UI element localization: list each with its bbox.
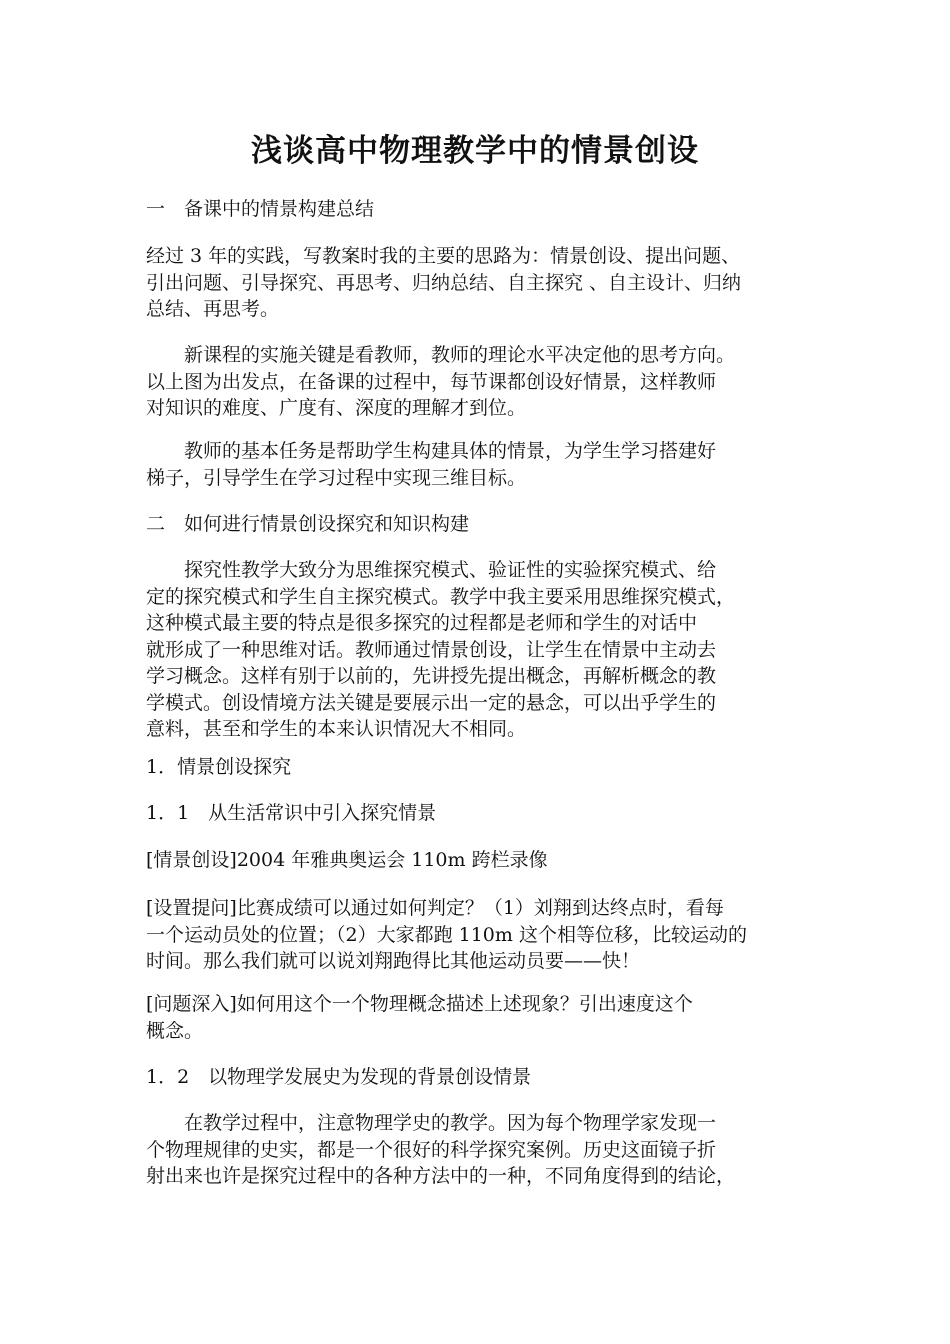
paragraph-8 [146,1110,814,1190]
paragraph-3 [146,438,814,491]
text-line: 个物理规律的史实，都是一个很好的科学探究案例。历史这面镜子折 [146,1138,717,1161]
text-line: 引出问题、引导探究、再思考、归纳总结、自主探究 、自主设计、归纳 [146,271,742,294]
text-line: 梯子，引导学生在学习过程中实现三维目标。 [146,466,527,489]
text-line: 时间。那么我们就可以说刘翔跑得比其他运动员要——快！ [146,950,641,972]
heading-text: 1．2 以物理学发展史为发现的背景创设情景 [146,1066,532,1088]
text-line: 一个运动员处的位置；（2）大家都跑 110m 这个相等位移，比较运动的 [146,923,747,946]
paragraph-7 [146,991,814,1044]
heading-text: 1．情景创设探究 [146,756,292,778]
text-line: 学模式。创设情境方法关键是要展示出一定的悬念，可以出乎学生的 [146,691,717,714]
section-heading-3 [146,754,814,781]
text-line: 新课程的实施关键是看教师，教师的理论水平决定他的思考方向。 [146,344,736,366]
paragraph-4 [146,557,814,743]
text-line: 学习概念。这样有别于以前的，先讲授先提出概念，再解析概念的教 [146,665,717,687]
text-line: 总结、再思考。 [146,298,280,320]
text-line: 以上图为出发点，在备课的过程中，每节课都创设好情景，这样教师 [146,370,717,393]
section-heading-2 [146,511,814,538]
text-line: 探究性教学大致分为思维探究模式、验证性的实验探究模式、给 [146,559,717,581]
text-line: 定的探究模式和学生自主探究模式。教学中我主要采用思维探究模式， [146,585,736,608]
text-line: [情景创设]2004 年雅典奥运会 110m 跨栏录像 [146,849,548,871]
text-line: 概念。 [146,1019,204,1042]
section-heading-5 [146,1064,814,1091]
document-title: 浅谈高中物理教学中的情景创设 [251,133,699,169]
section-heading-1 [146,196,814,223]
text-line: 就形成了一种思维对话。教师通过情景创设，让学生在情景中主动去 [146,638,717,661]
text-line: 这种模式最主要的特点是很多探究的过程都是老师和学生的对话中 [146,612,698,634]
heading-text: 二 如何进行情景创设探究和知识构建 [146,513,470,535]
text-line: 教师的基本任务是帮助学生构建具体的情景，为学生学习搭建好 [146,440,717,462]
text-line: 射出来也许是探究过程中的各种方法中的一种，不同角度得到的结论， [146,1165,736,1187]
paragraph-2 [146,342,814,422]
paragraph-6 [146,895,814,975]
heading-text: 1．1 从生活常识中引入探究情景 [146,802,437,824]
text-line: [问题深入]如何用这个一个物理概念描述上述现象？引出速度这个 [146,993,693,1015]
text-line: [设置提问]比赛成绩可以通过如何判定？（1）刘翔到达终点时，看每 [146,897,724,919]
text-line: 经过 3 年的实践，写教案时我的主要的思路为：情景创设、提出问题、 [146,245,741,267]
text-line: 对知识的难度、广度有、深度的理解才到位。 [146,397,527,419]
text-line: 意料，甚至和学生的本来认识情况大不相同。 [146,718,527,740]
text-line: 在教学过程中，注意物理学史的教学。因为每个物理学家发现一 [146,1112,717,1134]
paragraph-1 [146,243,814,323]
heading-text: 一 备课中的情景构建总结 [146,198,375,220]
paragraph-5 [146,847,814,874]
section-heading-4 [146,800,814,827]
